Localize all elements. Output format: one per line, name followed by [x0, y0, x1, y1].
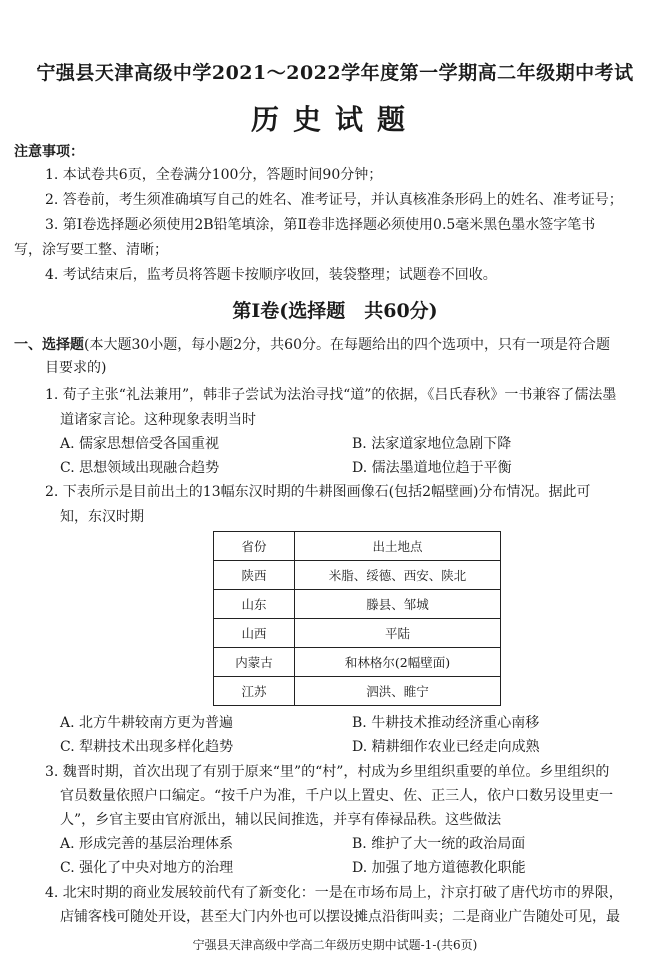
table-cell-location: 泗洪、睢宁	[295, 677, 501, 706]
section-title: 第Ⅰ卷(选择题 共60分)	[232, 300, 438, 322]
part1-intro-text: (本大题30小题，每小题2分，共60分。在每题给出的四个选项中，只有一项是符合题	[84, 337, 610, 353]
q3-stem-line1: 3. 魏晋时期，首次出现了有别于原来“里”的“村”，村成为乡里组织重要的单位。乡里组织的	[45, 764, 610, 780]
page-footer: 宁强县天津高级中学高二年级历史期中试题-1-(共6页)	[192, 938, 478, 952]
q2-option-a: A. 北方牛耕较南方更为普遍	[60, 715, 234, 731]
table-cell-province: 山西	[214, 619, 295, 648]
q3-option-d: D. 加强了地方道德教化职能	[352, 860, 526, 876]
table-header-location: 出土地点	[295, 532, 501, 561]
q1-stem-line1: 1. 荀子主张“礼法兼用”，韩非子尝试为法治寻找“道”的依据，《吕氏春秋》一书兼容了儒法墨	[45, 387, 617, 403]
table-row	[214, 677, 501, 706]
table-row	[214, 648, 501, 677]
q4-stem-line1: 4. 北宋时期的商业发展较前代有了新变化：一是在市场布局上，汴京打破了唐代坊市的界限，	[45, 885, 623, 901]
note-item-3: 3. 第Ⅰ卷选择题必须使用2B铅笔填涂，第Ⅱ卷非选择题必须使用0.5毫米黑色墨水签字笔书	[45, 217, 596, 233]
q1-option-d: D. 儒法墨道地位趋于平衡	[352, 460, 512, 476]
school-exam-title: 宁强县天津高级中学2021～2022学年度第一学期高二年级期中考试	[36, 62, 634, 84]
table-row	[214, 561, 501, 590]
q4-stem-line2: 店铺客栈可随处开设，甚至大门内外也可以摆设摊点沿街叫卖；二是商业广告随处可见，最	[60, 909, 620, 925]
q2-option-b: B. 牛耕技术推动经济重心南移	[352, 715, 540, 731]
table-cell-province: 陕西	[214, 561, 295, 590]
q2-option-c: C. 犁耕技术出现多样化趋势	[60, 739, 234, 755]
q3-option-a: A. 形成完善的基层治理体系	[60, 836, 234, 852]
notes-heading: 注意事项：	[14, 144, 84, 160]
q1-option-a: A. 儒家思想倍受各国重视	[60, 436, 220, 452]
note-item-4: 4. 考试结束后，监考员将答题卡按顺序收回，装袋整理；试题卷不回收。	[45, 267, 497, 283]
q1-option-c: C. 思想领域出现融合趋势	[60, 460, 220, 476]
table-cell-province: 山东	[214, 590, 295, 619]
table-header-row	[214, 532, 501, 561]
table-row	[214, 619, 501, 648]
part1-intro	[14, 335, 610, 355]
table-cell-location: 和林格尔(2幅壁面)	[295, 648, 501, 677]
note-item-2: 2. 答卷前，考生须准确填写自己的姓名、准考证号，并认真核准条形码上的姓名、准考证号；	[45, 192, 623, 208]
table-header-province: 省份	[214, 532, 295, 561]
table-cell-province: 江苏	[214, 677, 295, 706]
table-cell-location: 滕县、邹城	[295, 590, 501, 619]
part1-label: 一、选择题	[14, 337, 84, 353]
q1-option-b: B. 法家道家地位急剧下降	[352, 436, 512, 452]
q2-stem-line2: 知，东汉时期	[60, 509, 144, 525]
q2-stem-line1: 2. 下表所示是目前出土的13幅东汉时期的牛耕图画像石(包括2幅壁画)分布情况。据此可	[45, 484, 591, 500]
q2-distribution-table	[213, 531, 501, 706]
q3-option-b: B. 维护了大一统的政治局面	[352, 836, 526, 852]
q2-option-d: D. 精耕细作农业已经走向成熟	[352, 739, 540, 755]
q3-stem-line3: 人”，乡官主要由官府派出，辅以民间推选，并享有俸禄品秩。这些做法	[60, 812, 502, 828]
note-item-1: 1. 本试卷共6页，全卷满分100分，答题时间90分钟；	[45, 167, 383, 183]
table-row	[214, 590, 501, 619]
q3-option-c: C. 强化了中央对地方的治理	[60, 860, 234, 876]
table-cell-location: 平陆	[295, 619, 501, 648]
q3-stem-line2: 官员数量依照户口编定。“按千户为准，千户以上置史、佐、正三人，依户口数另设里吏一	[60, 788, 614, 804]
table-cell-location: 米脂、绥德、西安、陕北	[295, 561, 501, 590]
table-cell-province: 内蒙古	[214, 648, 295, 677]
exam-subject-title: 历史试题	[250, 103, 419, 136]
note-item-3-cont: 写，涂写要工整、清晰；	[14, 242, 168, 258]
part1-intro-cont: 目要求的)	[45, 360, 107, 376]
q1-stem-line2: 道诸家言论。这种现象表明当时	[60, 412, 256, 428]
